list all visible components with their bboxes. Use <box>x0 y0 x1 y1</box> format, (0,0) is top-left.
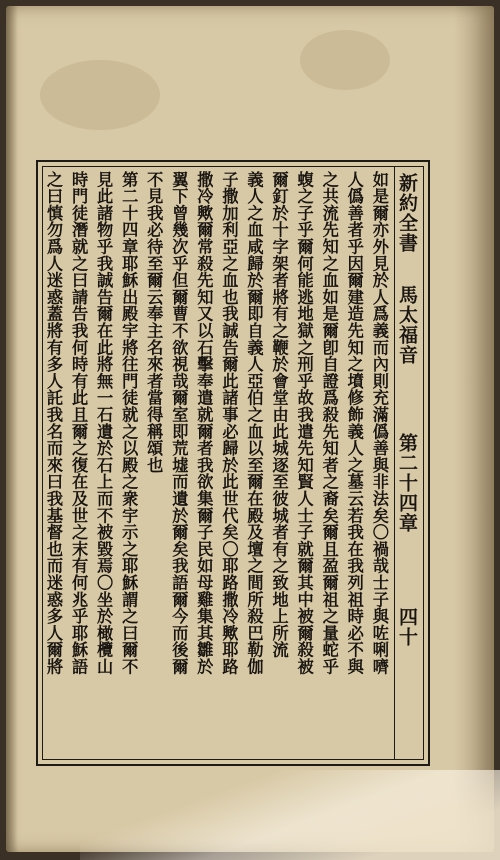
paper-stain <box>40 60 160 130</box>
text-column-7: 子撒加利亞之血也我誠告爾此諸事必歸於此世代矣〇耶路撒冷歟耶路 <box>219 171 239 675</box>
text-column-8: 撒冷歟爾常殺先知又以石擊奉遣就爾者我欲集爾子民如母雞集其雛於 <box>194 171 214 675</box>
page-gutter-shadow <box>6 6 18 852</box>
text-column-6: 義人之血咸歸於爾即自義人亞伯之血以至爾在殿及壇之間所殺巴勒伽 <box>244 171 264 675</box>
text-column-5: 爾釘於十字架者將有之鞭於會堂由此城逐至彼城者有之致地上所流 <box>269 171 289 659</box>
gospel-title: 馬太福音 <box>396 285 418 365</box>
text-column-13: 時門徒潛就之曰請告我何時有此且爾之復在及世之末有何兆乎耶穌語 <box>69 171 89 675</box>
text-column-14: 之曰慎勿爲人迷惑蓋將有多人託我名而來曰我基督也而迷惑多人爾將 <box>44 171 63 675</box>
text-columns <box>43 171 389 755</box>
chapter-heading: 第二十四章 <box>396 433 418 533</box>
text-column-4: 蝮之子乎爾何能逃地獄之刑乎故我遣先知賢人士子就爾其中被爾殺被 <box>294 171 314 675</box>
running-header <box>394 167 423 759</box>
torn-page-corner <box>80 770 500 860</box>
text-column-11: 第二十四章耶穌出殿宇將往門徒就之以殿之衆宇示之耶穌謂之曰爾不 <box>119 171 139 675</box>
book-title: 新約全書 <box>396 173 418 253</box>
text-column-1: 如是爾亦外見於人爲義而內則充滿僞善與非法矣〇禍哉士子與咗唎嚌 <box>369 171 389 675</box>
text-column-3: 之共流先知之血如是爾卽自證爲殺先知者之裔矣爾且盈爾祖之量蛇乎 <box>319 171 339 675</box>
page-edge-shading <box>454 6 494 852</box>
text-column-10: 不見我必待至爾云奉主名來者當得稱頌也 <box>144 171 164 474</box>
text-column-12: 見此諸物乎我誠告爾在此將無一石遺於石上而不被毀焉〇坐於橄欖山 <box>94 171 114 675</box>
text-frame <box>36 160 430 766</box>
page-number: 四十 <box>396 607 418 647</box>
text-column-2: 人僞善者乎因爾建造先知之墳修飾義人之墓云若我在我列祖時必不與 <box>344 171 364 675</box>
text-column-9: 翼下曾幾次乎但爾曹不欲視哉爾室即荒墟而遺於爾矣我語爾今而後爾 <box>169 171 189 675</box>
text-frame-inner <box>42 166 424 760</box>
paper-stain <box>300 30 390 90</box>
